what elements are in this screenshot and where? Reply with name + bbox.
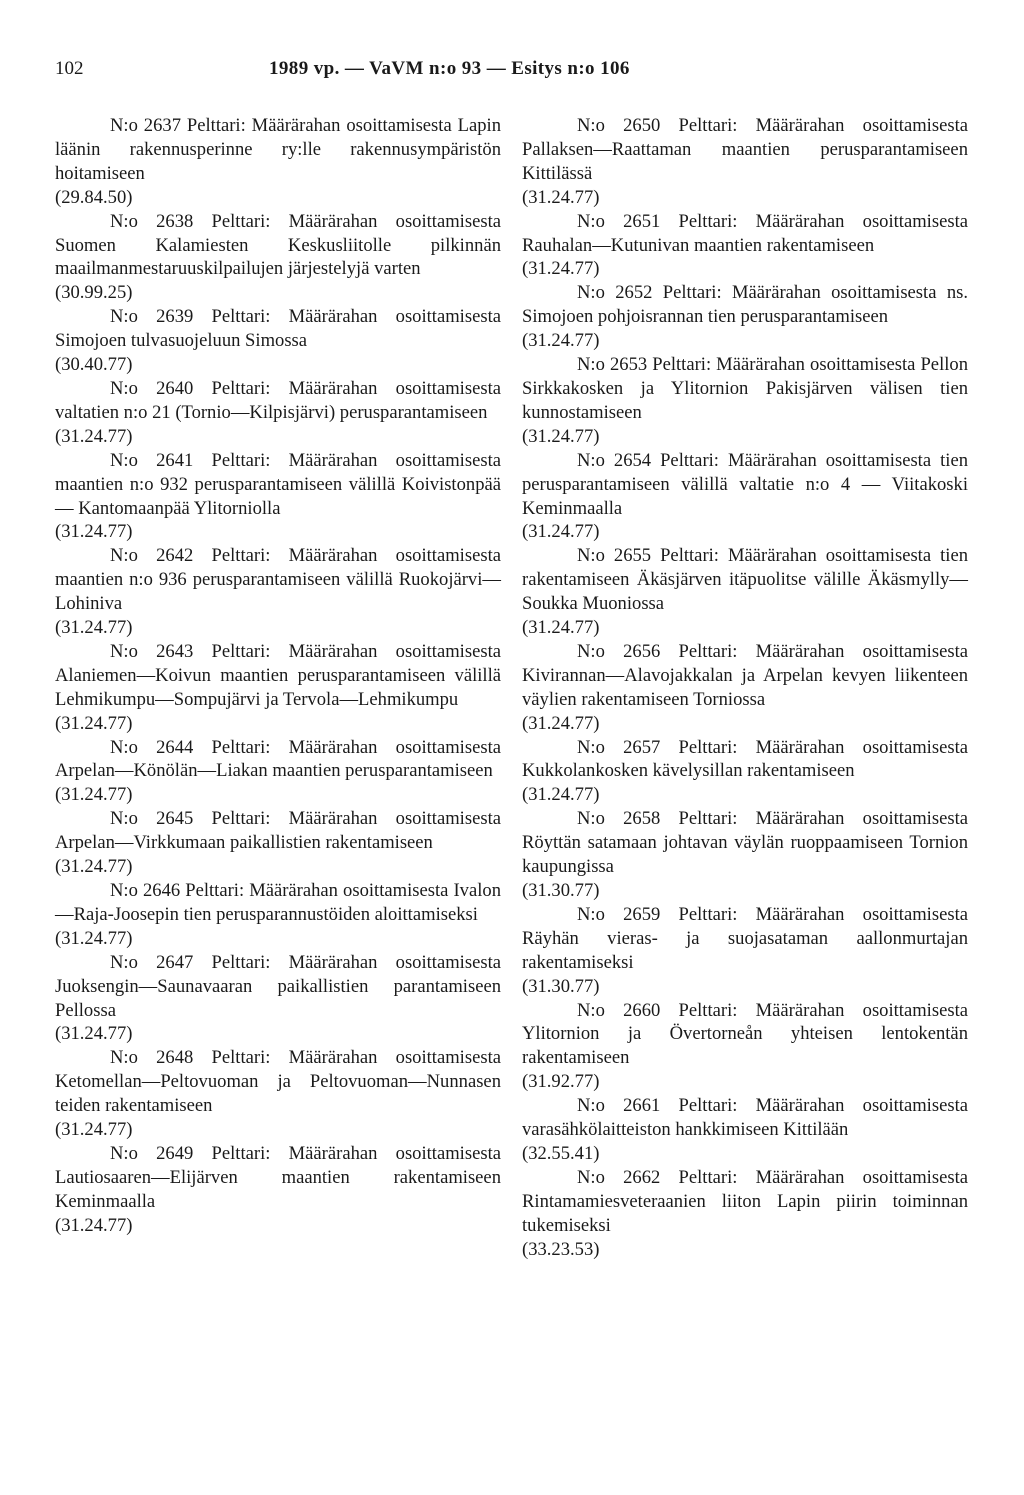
motion-entry — [55, 1046, 501, 1142]
motion-text: N:o 2658 Pelttari: Määrärahan osoittamisesta Röyttän satamaan johtavan väylän ruoppaamiseen Tornion kaupungissa — [522, 808, 968, 878]
motion-entry — [55, 879, 501, 951]
motion-entry — [55, 1142, 501, 1238]
motion-text: N:o 2640 Pelttari: Määrärahan osoittamisesta valtatien n:o 21 (Tornio—Kilpisjärvi) perusparantamiseen — [55, 377, 501, 423]
motion-text: N:o 2659 Pelttari: Määrärahan osoittamisesta Räyhän vieras- ja suojasataman aallonmurtajan rakentamiseksi — [522, 903, 968, 973]
motion-text: N:o 2649 Pelttari: Määrärahan osoittamisesta Lautiosaaren—Elijärven maantien rakentamiseen Keminmaalla — [55, 1142, 501, 1212]
motion-text: N:o 2654 Pelttari: Määrärahan osoittamisesta tien perusparantamiseen välillä valtatie n:o 4 — Viitakoski Keminmaalla — [522, 449, 968, 519]
motion-entry — [522, 544, 968, 640]
running-title: 1989 vp. — VaVM n:o 93 — Esitys n:o 106 — [269, 58, 630, 79]
budget-item-number: (31.24.77) — [55, 856, 133, 878]
motion-text: N:o 2641 Pelttari: Määrärahan osoittamisesta maantien n:o 932 perusparantamiseen välillä Koivistonpää — Kantomaanpää Ylitorniolla — [55, 449, 501, 519]
motion-text: N:o 2656 Pelttari: Määrärahan osoittamisesta Kivirannan—Alavojakkalan ja Arpelan kevyen liikenteen väylien rakentamiseen Torniossa — [522, 640, 968, 710]
motion-text: N:o 2644 Pelttari: Määrärahan osoittamisesta Arpelan—Könölän—Liakan maantien perusparantamiseen — [55, 736, 501, 782]
budget-item-number: (31.30.77) — [522, 975, 600, 997]
motion-text: N:o 2639 Pelttari: Määrärahan osoittamisesta Simojoen tulvasuojeluun Simossa — [55, 306, 501, 352]
motion-entry — [522, 114, 968, 210]
motion-entry — [522, 736, 968, 808]
budget-item-number: (31.92.77) — [522, 1071, 600, 1093]
motion-text: N:o 2650 Pelttari: Määrärahan osoittamisesta Pallaksen—Raattaman maantien perusparantamiseen Kittilässä — [522, 115, 968, 184]
motion-entry — [522, 449, 968, 545]
motion-entry — [522, 353, 968, 449]
motion-text: N:o 2638 Pelttari: Määrärahan osoittamisesta Suomen Kalamiesten Keskusliitolle pilkinnän maailmanmestaruuskilpailujen järjestelyjä varten — [55, 210, 501, 280]
motion-entry — [55, 640, 501, 736]
motion-text: N:o 2657 Pelttari: Määrärahan osoittamisesta Kukkolankosken kävelysillan rakentamiseen — [522, 736, 968, 782]
budget-item-number: (31.24.77) — [522, 712, 600, 734]
motion-text: N:o 2642 Pelttari: Määrärahan osoittamisesta maantien n:o 936 perusparantamiseen välillä Ruokojärvi—Lohiniva — [55, 545, 501, 615]
budget-item-number: (29.84.50) — [55, 186, 133, 208]
budget-item-number: (31.24.77) — [522, 425, 600, 447]
motion-entry — [522, 999, 968, 1095]
motion-text: N:o 2652 Pelttari: Määrärahan osoittamisesta ns. Simojoen pohjoisrannan tien perusparantamiseen — [522, 282, 968, 328]
motion-entry — [522, 903, 968, 999]
budget-item-number: (31.24.77) — [55, 1119, 133, 1141]
motion-entry — [55, 377, 501, 449]
motion-text: N:o 2637 Pelttari: Määrärahan osoittamisesta Lapin läänin rakennusperinne ry:lle rakennusympäristön hoitamiseen — [55, 115, 501, 184]
budget-item-number: (31.30.77) — [522, 880, 600, 901]
budget-item-number: (31.24.77) — [55, 521, 133, 543]
budget-item-number: (31.24.77) — [55, 927, 133, 949]
budget-item-number: (31.24.77) — [522, 784, 600, 806]
budget-item-number: (32.55.41) — [522, 1142, 600, 1164]
budget-item-number: (31.24.77) — [522, 186, 600, 208]
right-column — [522, 114, 968, 1262]
budget-item-number: (31.24.77) — [522, 617, 600, 639]
budget-item-number: (31.24.77) — [55, 1023, 133, 1045]
motion-text: N:o 2643 Pelttari: Määrärahan osoittamisesta Alaniemen—Koivun maantien perusparantamiseen välillä Lehmikumpu—Sompujärvi ja Tervola—Lehmikumpu — [55, 640, 501, 710]
motion-text: N:o 2647 Pelttari: Määrärahan osoittamisesta Juoksengin—Saunavaaran paikallistien parantamiseen Pellossa — [55, 951, 501, 1021]
motion-entry — [55, 210, 501, 306]
motion-entry — [55, 544, 501, 640]
motion-entry — [522, 1166, 968, 1262]
motion-text: N:o 2648 Pelttari: Määrärahan osoittamisesta Ketomellan—Peltovuoman ja Peltovuoman—Nunnasen teiden rakentamiseen — [55, 1047, 501, 1117]
motion-entry — [522, 210, 968, 282]
motion-entry — [522, 640, 968, 736]
budget-item-number: (31.24.77) — [55, 712, 133, 734]
motion-entry — [55, 736, 501, 808]
budget-item-number: (31.24.77) — [55, 425, 133, 447]
motion-text: N:o 2653 Pelttari: Määrärahan osoittamisesta Pellon Sirkkakosken ja Ylitornion Pakisjärven välisen tien kunnostamiseen — [522, 354, 968, 423]
motion-entry — [55, 807, 501, 879]
motion-text: N:o 2660 Pelttari: Määrärahan osoittamisesta Ylitornion ja Övertorneån yhteisen lentokentän rakentamiseen — [522, 999, 968, 1069]
budget-item-number: (31.24.77) — [55, 1214, 133, 1236]
motion-text: N:o 2655 Pelttari: Määrärahan osoittamisesta tien rakentamiseen Äkäsjärven itäpuolitse välille Äkäsmylly—Soukka Muoniossa — [522, 545, 968, 615]
budget-item-number: (33.23.53) — [522, 1238, 600, 1260]
motion-text: N:o 2645 Pelttari: Määrärahan osoittamisesta Arpelan—Virkkumaan paikallistien rakentamiseen — [55, 808, 501, 854]
page-header — [55, 58, 970, 88]
motion-entry — [55, 951, 501, 1047]
motion-text: N:o 2646 Pelttari: Määrärahan osoittamisesta Ivalon—Raja-Joosepin tien perusparannustöiden aloittamiseksi — [55, 880, 501, 925]
motion-text: N:o 2661 Pelttari: Määrärahan osoittamisesta varasähkölaitteiston hankkimiseen Kittilään — [522, 1095, 968, 1141]
motion-entry — [522, 1094, 968, 1166]
budget-item-number: (31.24.77) — [522, 521, 600, 543]
budget-item-number: (30.99.25) — [55, 282, 133, 304]
budget-item-number: (30.40.77) — [55, 354, 133, 376]
motion-entry — [55, 449, 501, 545]
page-number: 102 — [55, 58, 84, 79]
budget-item-number: (31.24.77) — [522, 330, 600, 352]
motion-text: N:o 2662 Pelttari: Määrärahan osoittamisesta Rintamamiesveteraanien liiton Lapin piirin toiminnan tukemiseksi — [522, 1166, 968, 1236]
motion-text: N:o 2651 Pelttari: Määrärahan osoittamisesta Rauhalan—Kutunivan maantien rakentamiseen — [522, 210, 968, 256]
budget-item-number: (31.24.77) — [522, 258, 600, 280]
motion-entry — [55, 114, 501, 210]
motion-entry — [522, 281, 968, 353]
budget-item-number: (31.24.77) — [55, 784, 133, 806]
budget-item-number: (31.24.77) — [55, 617, 133, 639]
left-column — [55, 114, 501, 1238]
motion-entry — [55, 305, 501, 377]
motion-entry — [522, 807, 968, 903]
